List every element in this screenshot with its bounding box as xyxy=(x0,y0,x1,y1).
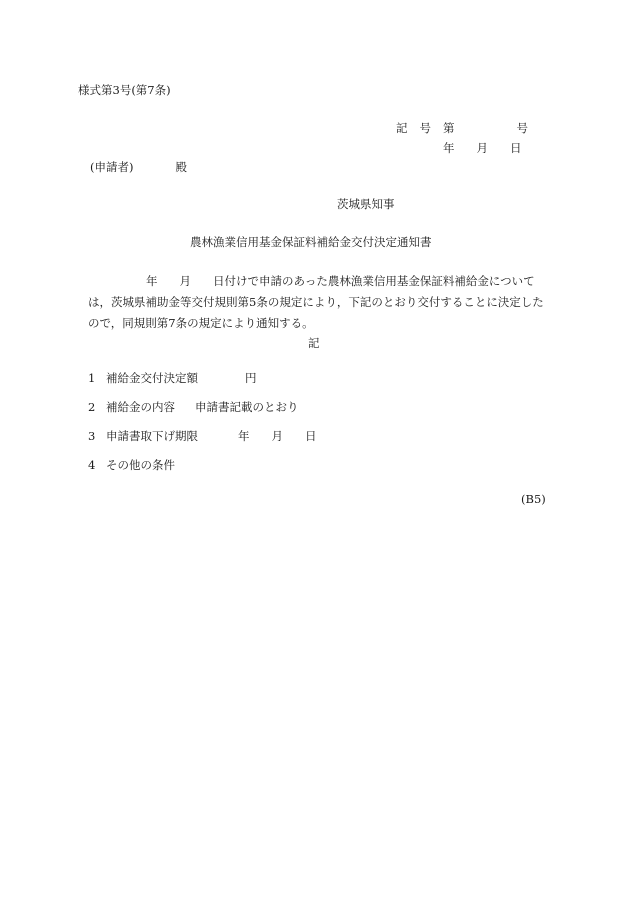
issue-date-line xyxy=(443,143,522,155)
body-line-1 xyxy=(88,271,558,292)
item-number: 2 xyxy=(88,400,96,414)
body-year: 年 xyxy=(146,274,158,288)
item-label: その他の条件 xyxy=(106,458,175,472)
item-label: 補給金交付決定額 xyxy=(106,371,198,385)
body-line-2: は，茨城県補助金等交付規則第5条の規定により，下記のとおり交付することに決定した xyxy=(88,295,544,309)
item-label: 申請書取下げ期限 xyxy=(106,429,198,443)
item-value: 円 xyxy=(245,371,257,385)
list-item xyxy=(88,402,299,414)
item-number: 4 xyxy=(88,458,96,472)
issue-month: 月 xyxy=(476,141,488,155)
body-month: 月 xyxy=(179,274,191,288)
form-number: 様式第3号(第7条) xyxy=(78,83,171,97)
reference-dai: 第 xyxy=(443,121,455,135)
item-label: 補給金の内容 xyxy=(106,400,175,414)
deadline-month: 月 xyxy=(271,429,283,443)
body-line-3: ので，同規則第7条の規定により通知する。 xyxy=(88,316,314,330)
body-paragraph xyxy=(88,271,558,334)
ki-heading: 記 xyxy=(308,336,320,350)
reference-go: 号 xyxy=(419,121,431,135)
issue-year: 年 xyxy=(443,141,455,155)
list-item xyxy=(88,373,257,385)
paper-size-note: (B5) xyxy=(521,492,546,506)
reference-go-suffix: 号 xyxy=(516,121,528,135)
issue-day: 日 xyxy=(510,141,522,155)
list-item xyxy=(88,460,175,472)
list-item xyxy=(88,431,317,443)
reference-number-line xyxy=(396,123,528,135)
applicant-label: (申請者) xyxy=(90,160,134,174)
item-number: 3 xyxy=(88,429,96,443)
deadline-year: 年 xyxy=(238,429,250,443)
document-title: 農林漁業信用基金保証料補給金交付決定通知書 xyxy=(190,235,432,249)
deadline-day: 日 xyxy=(305,429,317,443)
item-number: 1 xyxy=(88,371,96,385)
addressee-line xyxy=(90,162,187,174)
honorific: 殿 xyxy=(175,160,187,174)
item-value: 申請書記載のとおり xyxy=(195,400,299,414)
body-line-1-text: 日付けで申請のあった農林漁業信用基金保証料補給金について xyxy=(213,274,535,288)
sender-name: 茨城県知事 xyxy=(337,197,395,211)
reference-ki: 記 xyxy=(396,121,408,135)
